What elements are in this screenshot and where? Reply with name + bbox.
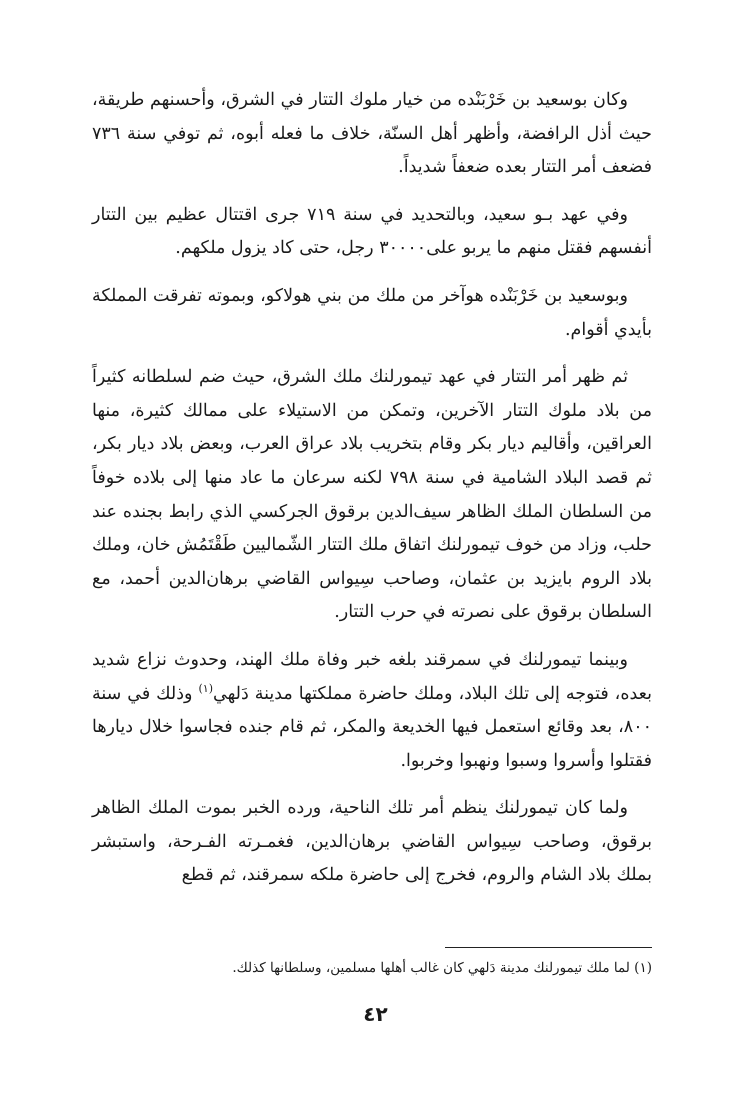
paragraph-5-text-start: وبينما تيمورلنك في سمرقند بلغه خبر وفاة ملك الهند، وحدوث نزاع شديد بعده، فتوجه إلى تلك البلاد، وملك حاضرة مملكتها مدينة دَلهي xyxy=(92,649,652,704)
footnote: (١) لما ملك تيمورلنك مدينة دَلهي كان غالب أهلها مسلمين، وسلطانها كذلك. xyxy=(232,960,652,976)
paragraph-3: وبوسعيد بن خَرْبَنْده هوآخر من ملك من بني هولاكو، وبموته تفرقت المملكة بأيدي أقوام. xyxy=(92,285,652,340)
paragraph-5-text-end: وذلك في سنة ٨٠٠، بعد وقائع استعمل فيها الخديعة والمكر، ثم قام جنده فجاسوا خلال ديارها فقتلوا وأسروا وسبوا ونهبوا وخربوا. xyxy=(92,683,652,771)
paragraph-4: ثم ظهر أمر التتار في عهد تيمورلنك ملك الشرق، حيث ضم لسلطانه كثيراً من بلاد ملوك التتار الآخرين، وتمكن من الاستيلاء على ممالك كثيرة، منها العراقين، وأقاليم ديار بكر وقام بتخريب بلاد عراق العرب، وبعض بلاد ديار بكر، ثم قصد البلاد الشامية في سنة ٧٩٨ لكنه سرعان ما عاد منها إلى بلاده خوفاً من السلطان الملك الظاهر سيف‌الدين برقوق الجركسي الذي رابط بجنده عند حلب، وزاد من خوف تيمورلنك اتفاق ملك التتار الشّماليين طَقْتَمُش خان، وملك بلاد الروم بايزيد بن عثمان، وصاحب سِيواس القاضي برهان‌الدين أحمد، مع السلطان برقوق على نصرته في حرب التتار. xyxy=(92,367,652,623)
page-number: ٤٢ xyxy=(363,1002,388,1026)
footnote-divider xyxy=(445,947,652,948)
footnote-marker: (١) xyxy=(198,681,213,695)
body-text xyxy=(92,84,652,907)
paragraph-1: وكان بوسعيد بن خَرْبَنْده من خيار ملوك التتار في الشرق، وأحسنهم طريقة، حيث أذل الرافضة، وأظهر أهل السنّة، خلاف ما فعله أبوه، ثم توفي سنة ٧٣٦ فضعف أمر التتار بعده ضعفاً شديداً. xyxy=(92,90,652,178)
paragraph-6: ولما كان تيمورلنك ينظم أمر تلك الناحية، ورده الخبر بموت الملك الظاهر برقوق، وصاحب سِيواس القاضي برهان‌الدين، فغمـرته الفـرحة، واستبشر بملك بلاد الشام والروم، فخرج إلى حاضرة ملكه سمرقند، ثم قطع xyxy=(92,798,652,886)
paragraph-2: وفي عهد بـو سعيد، وبالتحديد في سنة ٧١٩ جرى اقتتال عظيم بين التتار أنفسهم فقتل منهم ما يربو على٣٠٠٠٠ رجل، حتى كاد يزول ملكهم. xyxy=(92,204,652,259)
paragraph-5 xyxy=(92,644,652,778)
